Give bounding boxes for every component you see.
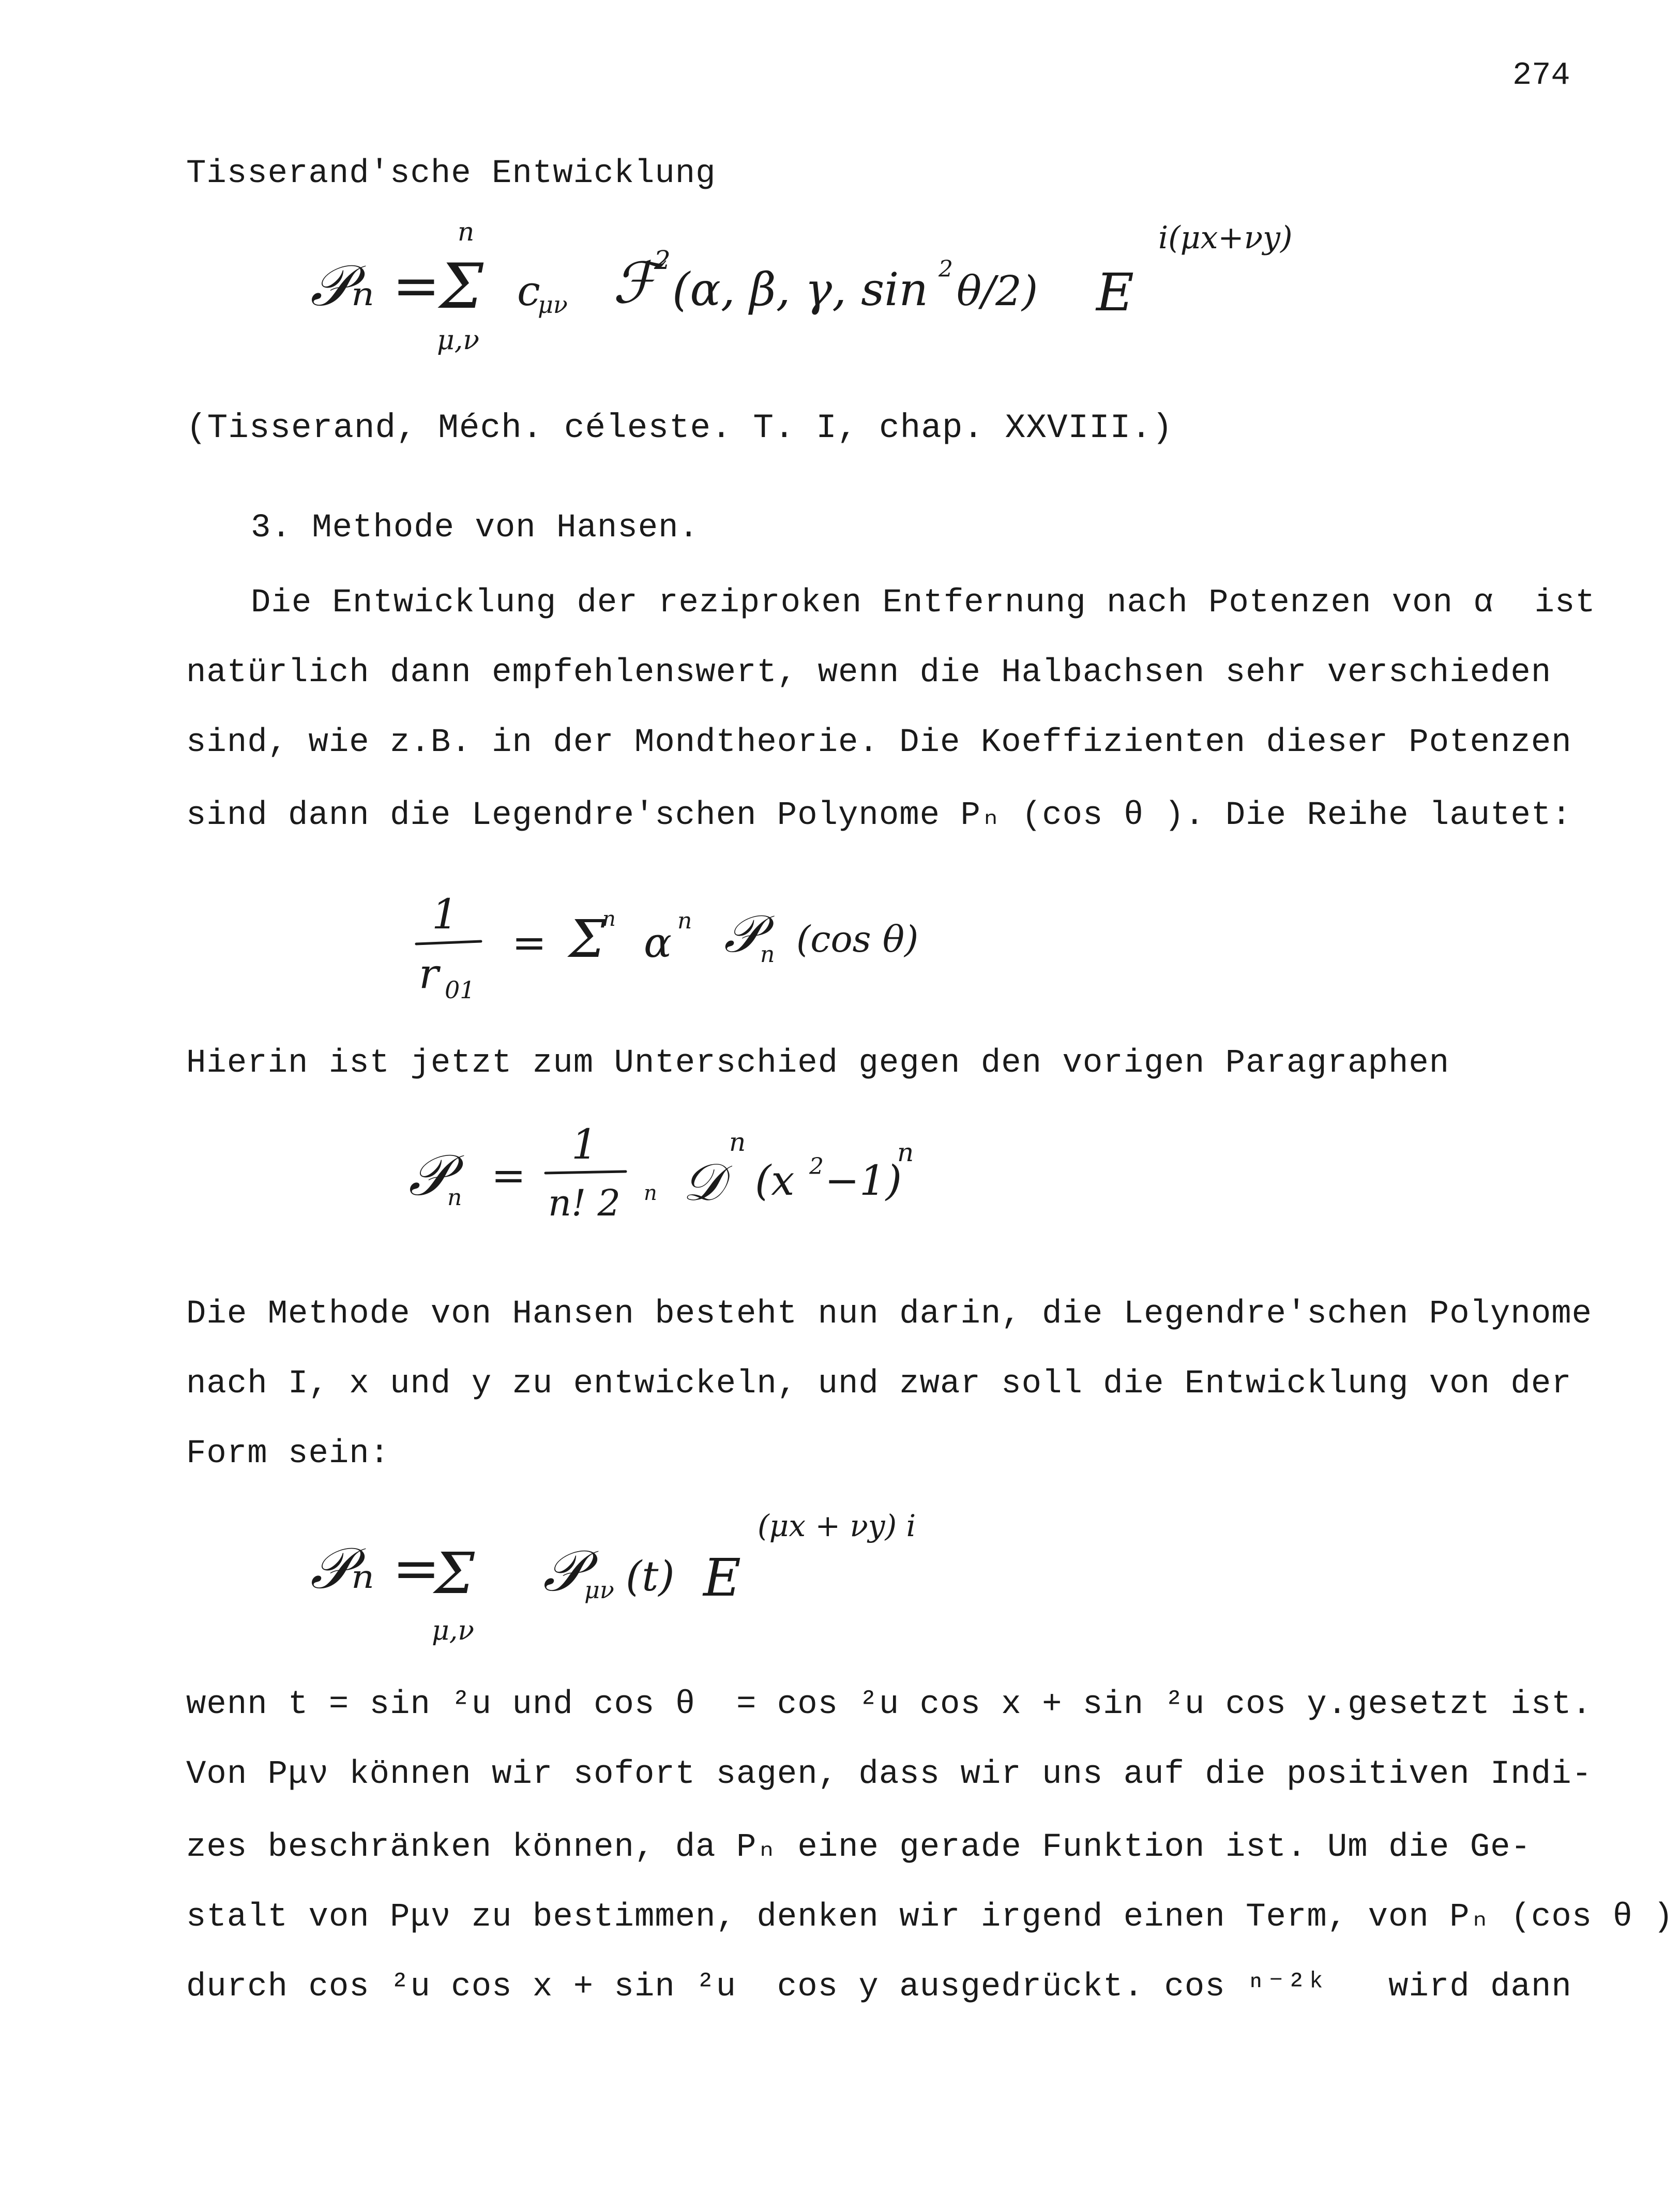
paragraph-line: Hierin ist jetzt zum Unterschied gegen den vorigen Paragraphen <box>186 1045 1450 1082</box>
legendre-polynomial: 𝒫 <box>724 904 762 964</box>
sigma-symbol: Σ <box>440 251 483 323</box>
paragraph-line: Die Methode von Hansen besteht nun darin, die Legendre'schen Polynome <box>186 1296 1593 1333</box>
x-exponent: 2 <box>809 1153 824 1180</box>
equals-sign: = <box>491 1151 526 1199</box>
paragraph-line: natürlich dann empfehlenswert, wenn die Halbachsen sehr verschieden <box>186 654 1552 692</box>
page-number: 274 <box>1512 57 1570 94</box>
fraction-denominator: r <box>419 950 439 998</box>
differential-operator: 𝒟 <box>683 1152 724 1212</box>
equals-sign: = <box>512 919 547 967</box>
bracket-tail: −1) <box>825 1156 902 1205</box>
coefficient: c <box>517 267 540 315</box>
polynomial-subscript: n <box>447 1184 462 1211</box>
function-superscript: 2 <box>654 245 671 275</box>
hypergeometric-function: ℱ <box>613 250 658 316</box>
sigma-lower-limit: μ,ν <box>437 325 479 356</box>
sigma-symbol: Σ <box>434 1540 475 1606</box>
formula-series-svg <box>403 890 1024 1024</box>
fraction-numerator: 1 <box>432 890 458 938</box>
denominator-exponent: n <box>644 1181 657 1205</box>
formula-hansen <box>310 1505 1034 1660</box>
exponent: i(μx+νy) <box>1158 220 1293 256</box>
paragraph-line: Von Pμν können wir sofort sagen, dass wir uns auf die positiven Indi- <box>186 1756 1593 1793</box>
formula-series <box>403 890 1024 1024</box>
exp-base: E <box>1096 262 1134 323</box>
formula-tisserand-svg <box>310 217 1396 372</box>
alpha-exponent: n <box>677 908 692 934</box>
reference-citation: (Tisserand, Méch. céleste. T. I, chap. XXVIII.) <box>186 409 1173 447</box>
bracket-term: (x <box>755 1156 795 1205</box>
sigma-upper-limit: n <box>458 217 475 247</box>
operator-exponent: n <box>729 1127 746 1157</box>
paragraph-line: Form sein: <box>186 1435 390 1473</box>
bracket-exponent: n <box>897 1137 914 1167</box>
legendre-polynomial: 𝒫 <box>408 1142 450 1208</box>
heading-tisserand: Tisserand'sche Entwicklung <box>186 155 716 192</box>
coefficient-subscript: μν <box>584 1576 614 1604</box>
fraction-numerator: 1 <box>571 1120 598 1168</box>
coefficient-argument: (t) <box>626 1552 675 1600</box>
paragraph-line: Die Entwicklung der reziproken Entfernung nach Potenzen von α ist <box>251 584 1596 622</box>
paragraph-line: stalt von Pμν zu bestimmen, denken wir irgend einen Term, von Pₙ (cos θ ) <box>186 1899 1674 1936</box>
sigma-lower-limit: μ,ν <box>432 1615 474 1646</box>
formula-lhs: 𝒫ₙ = <box>310 252 441 319</box>
section-title: 3. Methode von Hansen. <box>251 509 699 547</box>
paragraph-line: durch cos ²u cos x + sin ²u cos y ausgedrückt. cos ⁿ⁻²ᵏ wird dann <box>186 1969 1572 2006</box>
paragraph-line: zes beschränken können, da Pₙ eine gerade Funktion ist. Um die Ge- <box>186 1829 1531 1866</box>
fraction-bar <box>416 941 481 944</box>
paragraph-line: wenn t = sin ²u und cos θ = cos ²u cos x + sin ²u cos y.gesetzt ist. <box>186 1686 1593 1723</box>
sin-exponent: 2 <box>939 256 953 282</box>
denominator-subscript: 01 <box>445 976 475 1004</box>
paragraph-line: sind dann die Legendre'schen Polynome Pₙ (cos θ ). Die Reihe lautet: <box>186 797 1572 834</box>
exp-base: E <box>703 1548 741 1608</box>
polynomial-subscript: n <box>760 941 775 968</box>
formula-lhs: 𝒫ₙ = <box>310 1535 441 1601</box>
sigma-symbol: Σ <box>569 909 606 969</box>
paragraph-line: sind, wie z.B. in der Mondtheorie. Die Koeffizienten dieser Potenzen <box>186 724 1572 761</box>
formula-hansen-svg <box>310 1505 1034 1660</box>
formula-tisserand <box>310 217 1396 372</box>
hansen-coefficient: 𝒫 <box>543 1538 584 1604</box>
half-angle: θ/2) <box>957 267 1038 315</box>
formula-rodrigues <box>408 1122 1081 1257</box>
sigma-superscript: n <box>602 907 616 931</box>
alpha-symbol: α <box>644 919 672 967</box>
polynomial-argument: (cos θ) <box>796 918 919 960</box>
fraction-bar <box>546 1171 626 1173</box>
fraction-denominator: n! 2 <box>548 1182 620 1224</box>
paragraph-line: nach I, x und y zu entwickeln, und zwar soll die Entwicklung von der <box>186 1365 1572 1403</box>
coefficient-subscript: μν <box>538 291 568 319</box>
function-arguments: (α, β, γ, sin <box>672 263 929 316</box>
formula-rodrigues-svg <box>408 1122 1081 1257</box>
exponent: (μx + νy) i <box>758 1508 916 1543</box>
